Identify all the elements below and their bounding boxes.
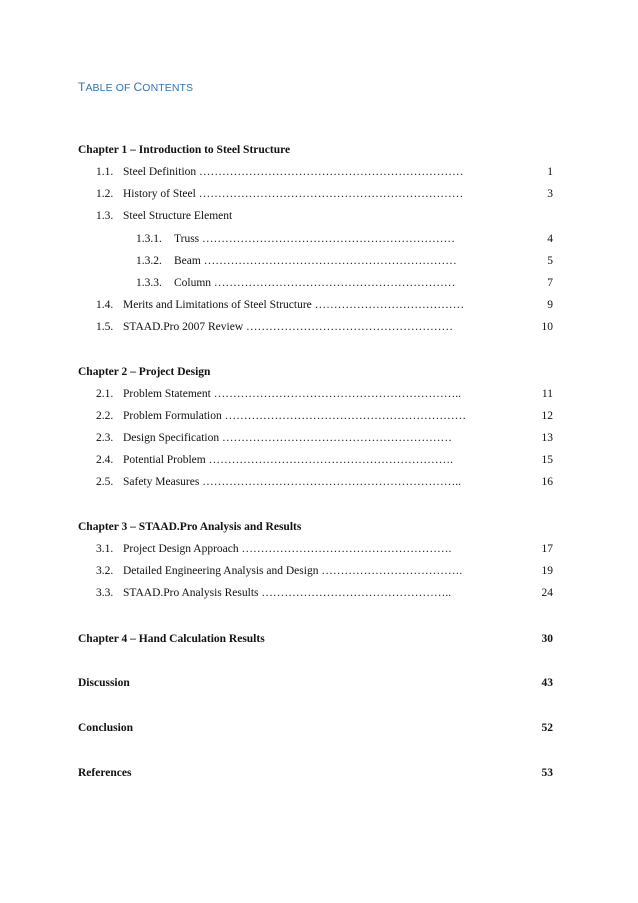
toc-entry-number: 1.3.3.	[136, 277, 162, 289]
toc-entry-number: 2.1.	[96, 388, 114, 400]
toc-page-number: 16	[541, 476, 553, 488]
toc-page-number: 5	[547, 255, 553, 267]
toc-entry-text: Steel Definition ……………………………………………………………	[123, 166, 464, 178]
toc-heading-part-2: ONTENTS	[142, 82, 194, 94]
toc-entry-1-5[interactable]	[96, 320, 453, 334]
toc-chapter-3[interactable]: Chapter 3 – STAAD.Pro Analysis and Results	[78, 521, 302, 533]
toc-entry-number: 3.1.	[96, 543, 114, 555]
toc-heading-initial-1: T	[78, 80, 86, 94]
toc-page-number: 15	[541, 454, 553, 466]
toc-entry-text: Project Design Approach ……………………………………………….	[123, 543, 452, 555]
toc-page-number: 9	[547, 299, 553, 311]
toc-entry-number: 2.4.	[96, 454, 114, 466]
toc-entry-text: Steel Structure Element	[123, 210, 233, 222]
toc-entry-1-3[interactable]	[96, 209, 232, 223]
toc-entry-number: 1.5.	[96, 321, 114, 333]
toc-entry-number: 2.3.	[96, 432, 114, 444]
toc-page-number: 11	[541, 388, 553, 400]
toc-entry-text: Detailed Engineering Analysis and Design ……………………………….	[123, 565, 463, 577]
toc-entry-text: STAAD.Pro 2007 Review ………………………………………………	[123, 321, 454, 333]
toc-entry-text: History of Steel ……………………………………………………………	[123, 188, 464, 200]
toc-page-number: 1	[547, 166, 553, 178]
toc-page-number: 3	[547, 188, 553, 200]
toc-entry-number: 1.1.	[96, 166, 114, 178]
toc-entry-number: 3.2.	[96, 565, 114, 577]
toc-entry-3-1[interactable]	[96, 542, 451, 556]
toc-entry-text: Problem Formulation ………………………………………………………	[123, 410, 467, 422]
toc-entry-number: 2.2.	[96, 410, 114, 422]
toc-entry-text: STAAD.Pro Analysis Results …………………………………………..	[123, 587, 452, 599]
toc-entry-text: Potential Problem ……………………………………………………….	[123, 454, 453, 466]
toc-chapter-1[interactable]: Chapter 1 – Introduction to Steel Structure	[78, 144, 291, 156]
toc-entry-number: 1.2.	[96, 188, 114, 200]
toc-chapter-4[interactable]: Chapter 4 – Hand Calculation Results	[78, 633, 265, 645]
toc-entry-number: 1.3.2.	[136, 255, 162, 267]
toc-heading	[78, 80, 193, 94]
toc-entry-1-3-3[interactable]	[136, 276, 455, 290]
toc-heading-initial-2: C	[133, 80, 143, 94]
toc-entry-1-3-1[interactable]	[136, 232, 455, 246]
toc-entry-2-2[interactable]	[96, 409, 466, 423]
toc-entry-text: Truss …………………………………………………………	[174, 233, 456, 245]
toc-entry-text: Column ………………………………………………………	[174, 277, 456, 289]
toc-page-number: 17	[541, 543, 553, 555]
toc-page-number: 7	[547, 277, 553, 289]
toc-entry-number: 2.5.	[96, 476, 114, 488]
toc-page-number: 43	[541, 677, 553, 689]
toc-entry-3-2[interactable]	[96, 564, 462, 578]
toc-page-number: 12	[541, 410, 553, 422]
toc-page-number: 19	[541, 565, 553, 577]
toc-entry-number: 1.3.	[96, 210, 114, 222]
toc-page-number: 24	[541, 587, 553, 599]
toc-heading-part-1: ABLE OF	[85, 82, 134, 94]
toc-page-number: 13	[541, 432, 553, 444]
toc-entry-text: Problem Statement ………………………………………………………..	[123, 388, 461, 400]
toc-entry-2-4[interactable]	[96, 453, 453, 467]
toc-references[interactable]: References	[78, 767, 132, 779]
toc-entry-number: 1.4.	[96, 299, 114, 311]
toc-entry-1-2[interactable]	[96, 187, 463, 201]
toc-entry-1-4[interactable]	[96, 298, 464, 312]
toc-entry-2-5[interactable]	[96, 475, 461, 489]
toc-chapter-2[interactable]: Chapter 2 – Project Design	[78, 366, 211, 378]
toc-entry-text: Safety Measures …………………………………………………………..	[123, 476, 461, 488]
toc-entry-number: 3.3.	[96, 587, 114, 599]
toc-page-number: 52	[541, 722, 553, 734]
toc-entry-text: Merits and Limitations of Steel Structure …………………………………	[123, 299, 465, 311]
toc-page-number: 30	[541, 633, 553, 645]
toc-conclusion[interactable]: Conclusion	[78, 722, 133, 734]
toc-page-number: 10	[541, 321, 553, 333]
toc-entry-text: Beam …………………………………………………………	[174, 255, 457, 267]
toc-entry-3-3[interactable]	[96, 586, 451, 600]
toc-entry-1-1[interactable]	[96, 165, 464, 179]
toc-entry-text: Design Specification ……………………………………………………	[123, 432, 453, 444]
toc-discussion[interactable]: Discussion	[78, 677, 130, 689]
toc-entry-1-3-2[interactable]	[136, 254, 457, 268]
toc-entry-2-3[interactable]	[96, 431, 452, 445]
toc-entry-number: 1.3.1.	[136, 233, 162, 245]
toc-entry-2-1[interactable]	[96, 387, 461, 401]
toc-page-number: 53	[541, 767, 553, 779]
toc-page-number: 4	[547, 233, 553, 245]
